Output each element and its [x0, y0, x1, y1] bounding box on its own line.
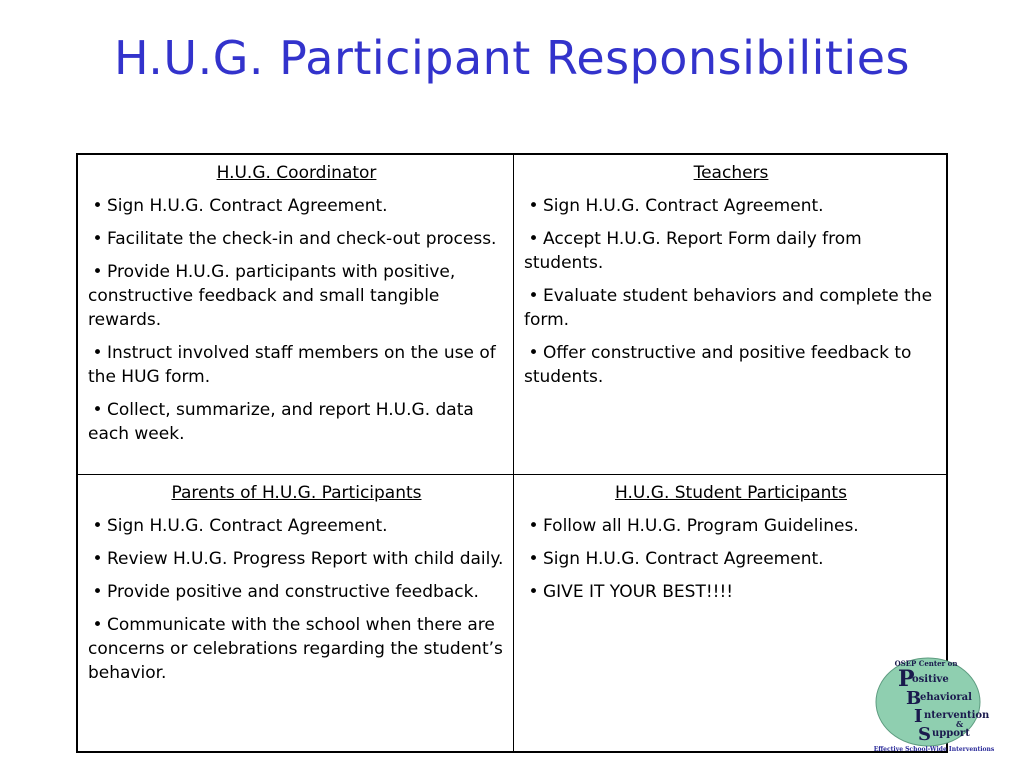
- bullet-icon: •: [92, 516, 103, 536]
- bullet-icon: •: [528, 516, 539, 536]
- list-item: [524, 194, 938, 218]
- logo-line-positive: ositive: [912, 674, 949, 685]
- list-item-text: Accept H.U.G. Report Form daily from students.: [524, 229, 862, 273]
- list-item: [88, 260, 505, 332]
- list-item-text: Provide positive and constructive feedback.: [107, 582, 479, 602]
- logo-line-ampersand: &: [956, 719, 964, 729]
- cell-parents: [78, 475, 514, 751]
- list-item-text: Sign H.U.G. Contract Agreement.: [107, 196, 388, 216]
- logo-letter-b: B: [906, 688, 922, 709]
- list-item-text: Provide H.U.G. participants with positive, constructive feedback and small tangible rewards.: [88, 262, 456, 330]
- list-item-text: Evaluate student behaviors and complete the form.: [524, 286, 933, 330]
- logo-top-text: OSEP Center on: [894, 659, 958, 668]
- list-item: [88, 341, 505, 389]
- pbis-logo-graphic: [872, 656, 996, 756]
- logo-line-intervention: ntervention: [924, 710, 990, 721]
- list-item: [524, 547, 938, 571]
- list-item-text: Review H.U.G. Progress Report with child daily.: [107, 549, 504, 569]
- bullet-icon: •: [528, 229, 539, 249]
- list-item: [524, 514, 938, 538]
- responsibility-list: [88, 194, 505, 446]
- cell-coordinator: [78, 155, 514, 475]
- list-item-text: Instruct involved staff members on the use of the HUG form.: [88, 343, 496, 387]
- list-item-text: Sign H.U.G. Contract Agreement.: [543, 549, 824, 569]
- logo-line-behavioral: ehavioral: [920, 692, 972, 703]
- list-item-text: GIVE IT YOUR BEST!!!!: [543, 582, 734, 602]
- cell-heading: H.U.G. Coordinator: [216, 163, 377, 183]
- list-item-text: Collect, summarize, and report H.U.G. data each week.: [88, 400, 474, 444]
- cell-heading: Teachers: [693, 163, 769, 183]
- responsibility-list: [524, 514, 938, 604]
- logo-letter-s: S: [918, 724, 931, 745]
- bullet-icon: •: [92, 229, 103, 249]
- bullet-icon: •: [528, 286, 539, 306]
- list-item: [88, 580, 505, 604]
- bullet-icon: •: [528, 196, 539, 216]
- cell-heading: H.U.G. Student Participants: [615, 483, 847, 503]
- list-item: [88, 514, 505, 538]
- list-item-text: Follow all H.U.G. Program Guidelines.: [543, 516, 859, 536]
- bullet-icon: •: [528, 582, 539, 602]
- list-item: [524, 341, 938, 389]
- bullet-icon: •: [92, 400, 103, 420]
- logo-line-support: upport: [932, 728, 970, 739]
- list-item: [88, 227, 505, 251]
- list-item-text: Sign H.U.G. Contract Agreement.: [543, 196, 824, 216]
- list-item: [524, 227, 938, 275]
- responsibility-list: [88, 514, 505, 685]
- bullet-icon: •: [92, 615, 103, 635]
- bullet-icon: •: [92, 582, 103, 602]
- slide-title: H.U.G. Participant Responsibilities: [114, 31, 910, 85]
- bullet-icon: •: [528, 343, 539, 363]
- bullet-icon: •: [92, 549, 103, 569]
- list-item: [524, 284, 938, 332]
- list-item-text: Offer constructive and positive feedback to students.: [524, 343, 912, 387]
- cell-heading: Parents of H.U.G. Participants: [171, 483, 422, 503]
- bullet-icon: •: [92, 196, 103, 216]
- cell-teachers: [514, 155, 946, 475]
- responsibilities-table: [76, 153, 948, 753]
- bullet-icon: •: [528, 549, 539, 569]
- list-item-text: Facilitate the check-in and check-out process.: [107, 229, 497, 249]
- list-item: [88, 398, 505, 446]
- bullet-icon: •: [92, 343, 103, 363]
- list-item-text: Sign H.U.G. Contract Agreement.: [107, 516, 388, 536]
- list-item-text: Communicate with the school when there are concerns or celebrations regarding the student’s behavior.: [88, 615, 503, 683]
- logo-letter-i: I: [914, 706, 923, 727]
- list-item: [88, 194, 505, 218]
- pbis-logo: [872, 656, 996, 756]
- bullet-icon: •: [92, 262, 103, 282]
- logo-letter-p: P: [898, 666, 915, 692]
- logo-bottom-text: Effective School-Wide Interventions: [873, 746, 995, 753]
- list-item: [88, 613, 505, 685]
- list-item: [88, 547, 505, 571]
- responsibility-list: [524, 194, 938, 389]
- list-item: [524, 580, 938, 604]
